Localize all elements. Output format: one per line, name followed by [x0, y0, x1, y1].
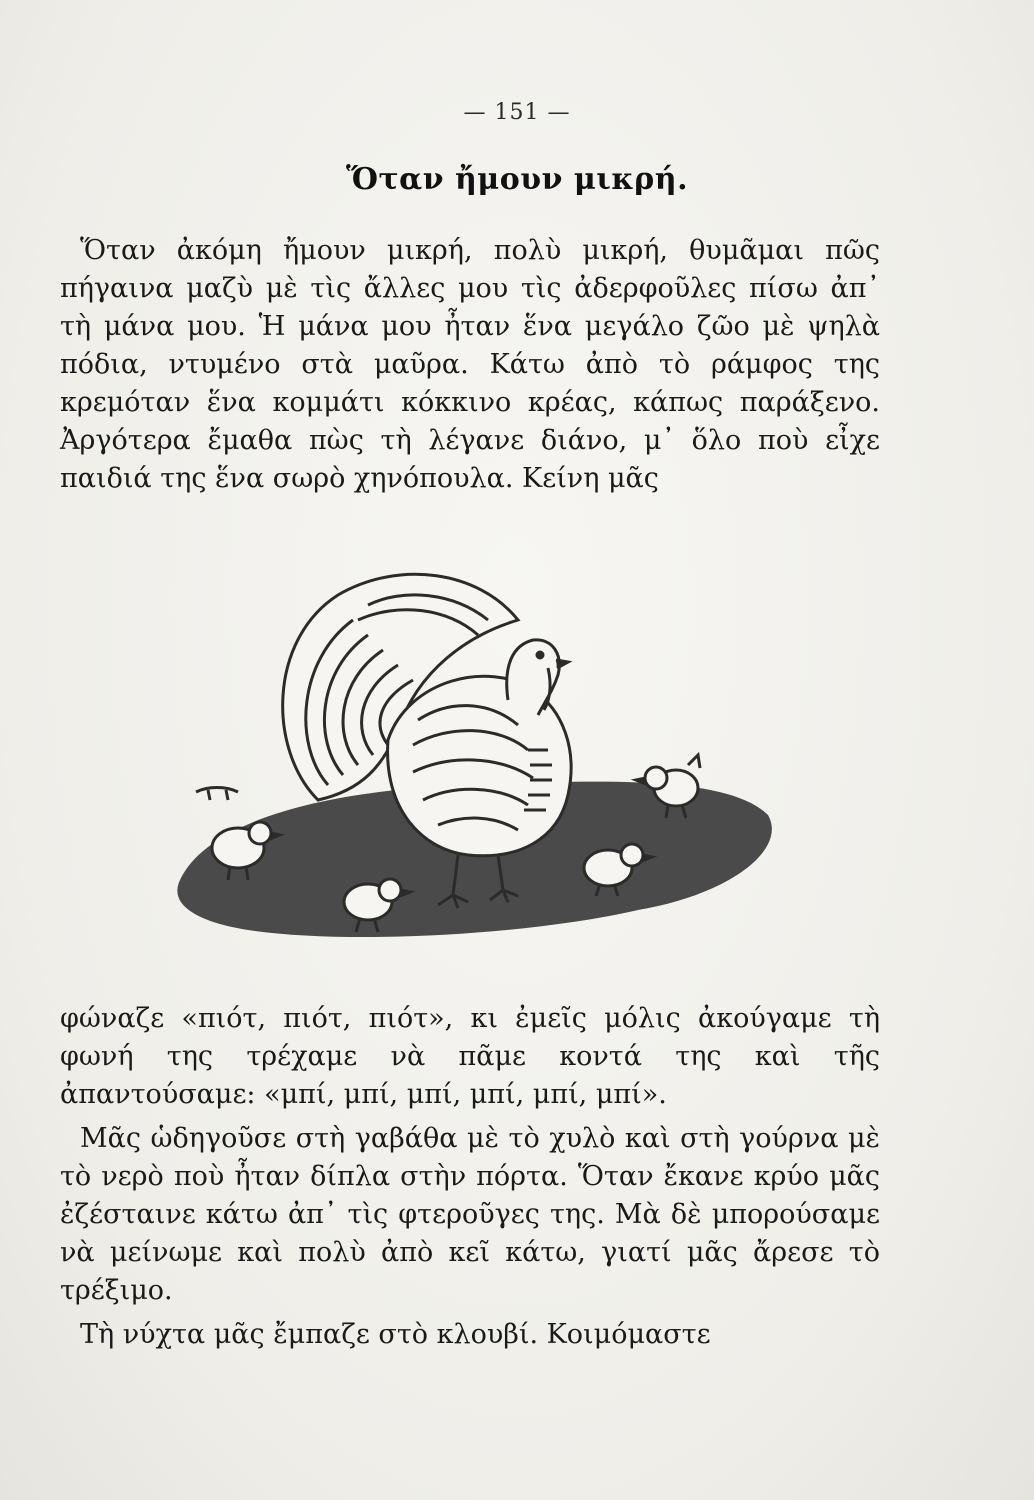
turkey-illustration — [168, 550, 780, 970]
paragraph-1: Ὅταν ἀκόμη ἤμουν μικρή, πολὺ μικρή, θυμᾶμαι πῶς πήγαινα μαζὺ μὲ τὶς ἄλλες μου τὶς ἀδερφοῦλες πίσω ἀπ᾽ τὴ μάνα μου. Ἡ μάνα μου ἦταν ἕνα μεγάλο ζῶο μὲ ψηλὰ πόδια, ντυμένο στὰ μαῦρα. Κάτω ἀπὸ τὸ ράμφος της κρεμόταν ἕνα κομμάτι κόκκινο κρέας, κάπως παράξενο. Ἀργότερα ἔμαθα πὼς τὴ λέγανε διάνο, μ᾽ ὅλο ποὺ εἶχε παιδιά της ἕνα σωρὸ χηνόπουλα. Κείνη μᾶς — [60, 235, 880, 494]
paragraph-3: Μᾶς ὡδηγοῦσε στὴ γαβάθα μὲ τὸ χυλὸ καὶ στὴ γούρνα μὲ τὸ νερὸ ποὺ ἦταν δίπλα στὴν πόρτα. Ὅταν ἔκανε κρύο μᾶς ἐζέσταινε κάτω ἀπ᾽ τὶς φτεροῦγες της. Μὰ δὲ μπορούσαμε νὰ μείνωμε καὶ πολὺ ἀπὸ κεῖ κάτω, γιατί μᾶς ἄρεσε τὸ τρέξιμο. — [60, 1123, 880, 1306]
paragraph-4: Τὴ νύχτα μᾶς ἔμπαζε στὸ κλουβί. Κοιμόμαστε — [80, 1319, 711, 1350]
small-bird-far-left — [196, 788, 238, 801]
page-number: — 151 — — [463, 100, 571, 125]
paragraph-2: φώναζε «πιότ, πιότ, πιότ», κι ἐμεῖς μόλις ἀκούγαμε τὴ φωνή της τρέχαμε νὰ πᾶμε κοντά της καὶ τῆς ἀπαντούσαμε: «μπί, μπί, μπί, μπί, μπί, μπί». — [60, 1003, 880, 1110]
text-block-top — [60, 232, 880, 498]
page-title: Ὅταν ἤμουν μικρή. — [345, 162, 689, 197]
text-block-bottom — [60, 1000, 880, 1354]
